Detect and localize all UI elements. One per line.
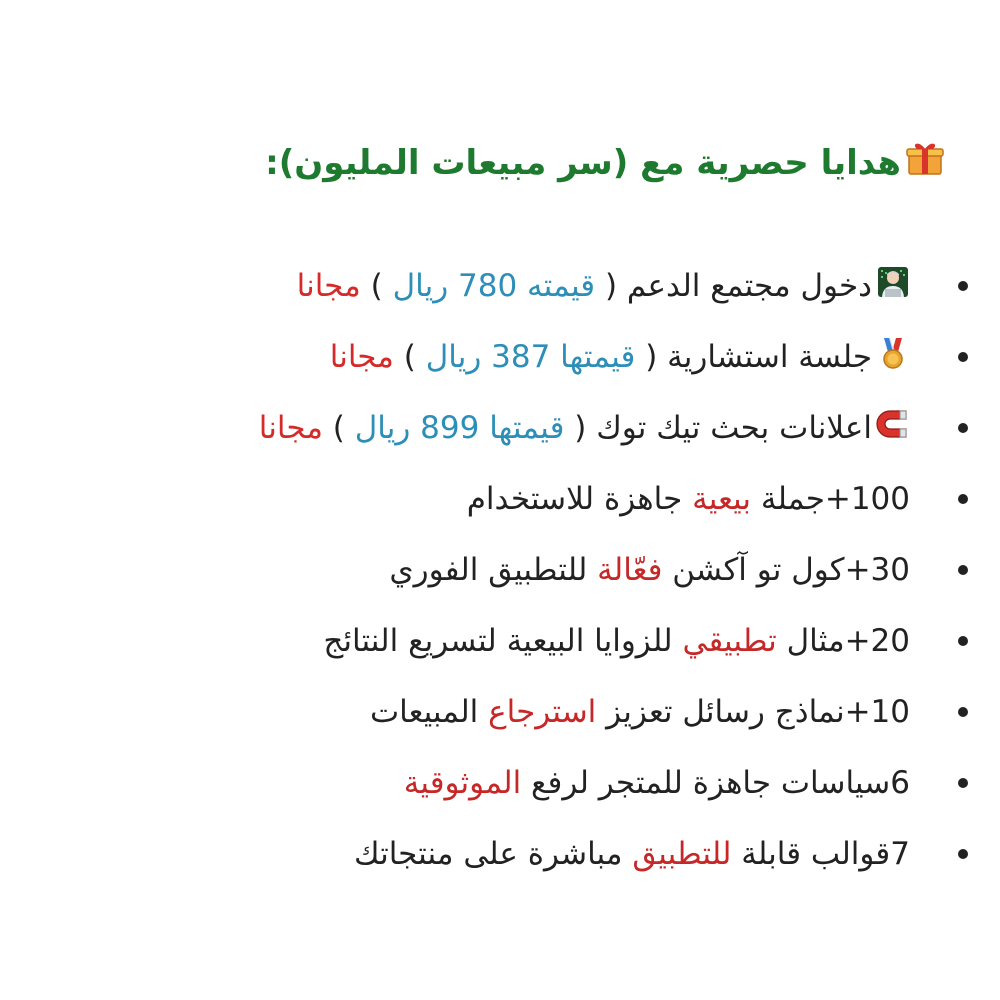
page-title [265,138,945,187]
list-item-text [259,407,910,449]
list-item [30,392,910,463]
highlight-word: تطبيقي [682,622,777,659]
list-item-text [389,552,910,588]
highlight-word: للتطبيق [632,835,732,872]
item-text-segment: للتطبيق الفوري [389,551,598,588]
list-item-text [330,336,910,378]
highlight-word: بيعية [692,480,752,517]
item-text-segment: ) [360,267,393,304]
item-text-segment: اعلانات بحث تيك توك ( [564,409,872,446]
list-item [30,321,910,392]
medal-icon [876,336,910,378]
item-text-segment: ) [393,338,426,375]
technologist-icon [876,265,910,307]
list-item [30,605,910,676]
item-text-segment: دخول مجتمع الدعم ( [595,267,872,304]
page-title-text: هدايا حصرية مع (سر مبيعات المليون): [265,142,901,183]
item-text-segment: للزوايا البيعية لتسريع النتائج [323,622,683,659]
value-label: قيمتها 387 ريال [425,338,636,375]
item-text-segment: 7قوالب قابلة [731,835,910,872]
item-text-segment: مباشرة على منتجاتك [353,835,633,872]
list-item-text [297,265,910,307]
list-item-text [354,836,910,872]
list-item [30,250,910,321]
bullet-dot [958,494,968,504]
free-label: مجانا [329,338,394,375]
free-label: مجانا [258,409,323,446]
list-item-text [323,623,910,659]
list-item-text [404,765,910,801]
bullet-dot [958,281,968,291]
list-item [30,676,910,747]
item-text-segment: ) [322,409,355,446]
highlight-word: استرجاع [488,693,597,730]
highlight-word: الموثوقية [403,764,522,801]
value-label: قيمتها 899 ريال [354,409,565,446]
item-text-segment: المبيعات [369,693,489,730]
item-text-segment: 30+كول تو آكشن [662,551,910,588]
bullet-dot [958,778,968,788]
gifts-list [30,250,910,889]
item-text-segment: جلسة استشارية ( [635,338,872,375]
bullet-dot [958,707,968,717]
magnet-icon [876,407,910,449]
item-text-segment: جاهزة للاستخدام [466,480,693,517]
gift-icon [905,138,945,187]
bullet-dot [958,565,968,575]
free-label: مجانا [296,267,361,304]
list-item [30,534,910,605]
bullet-dot [958,849,968,859]
list-item [30,747,910,818]
list-item-text [467,481,910,517]
bullet-dot [958,352,968,362]
item-text-segment: 100+جملة [751,480,910,517]
list-item [30,818,910,889]
bullet-dot [958,423,968,433]
list-item [30,463,910,534]
bullet-dot [958,636,968,646]
item-text-segment: 6سياسات جاهزة للمتجر لرفع [521,764,910,801]
item-text-segment: 10+نماذج رسائل تعزيز [596,693,910,730]
item-text-segment: 20+مثال [776,622,910,659]
value-label: قيمته 780 ريال [392,267,596,304]
list-item-text [370,694,910,730]
highlight-word: فعّالة [597,551,663,588]
